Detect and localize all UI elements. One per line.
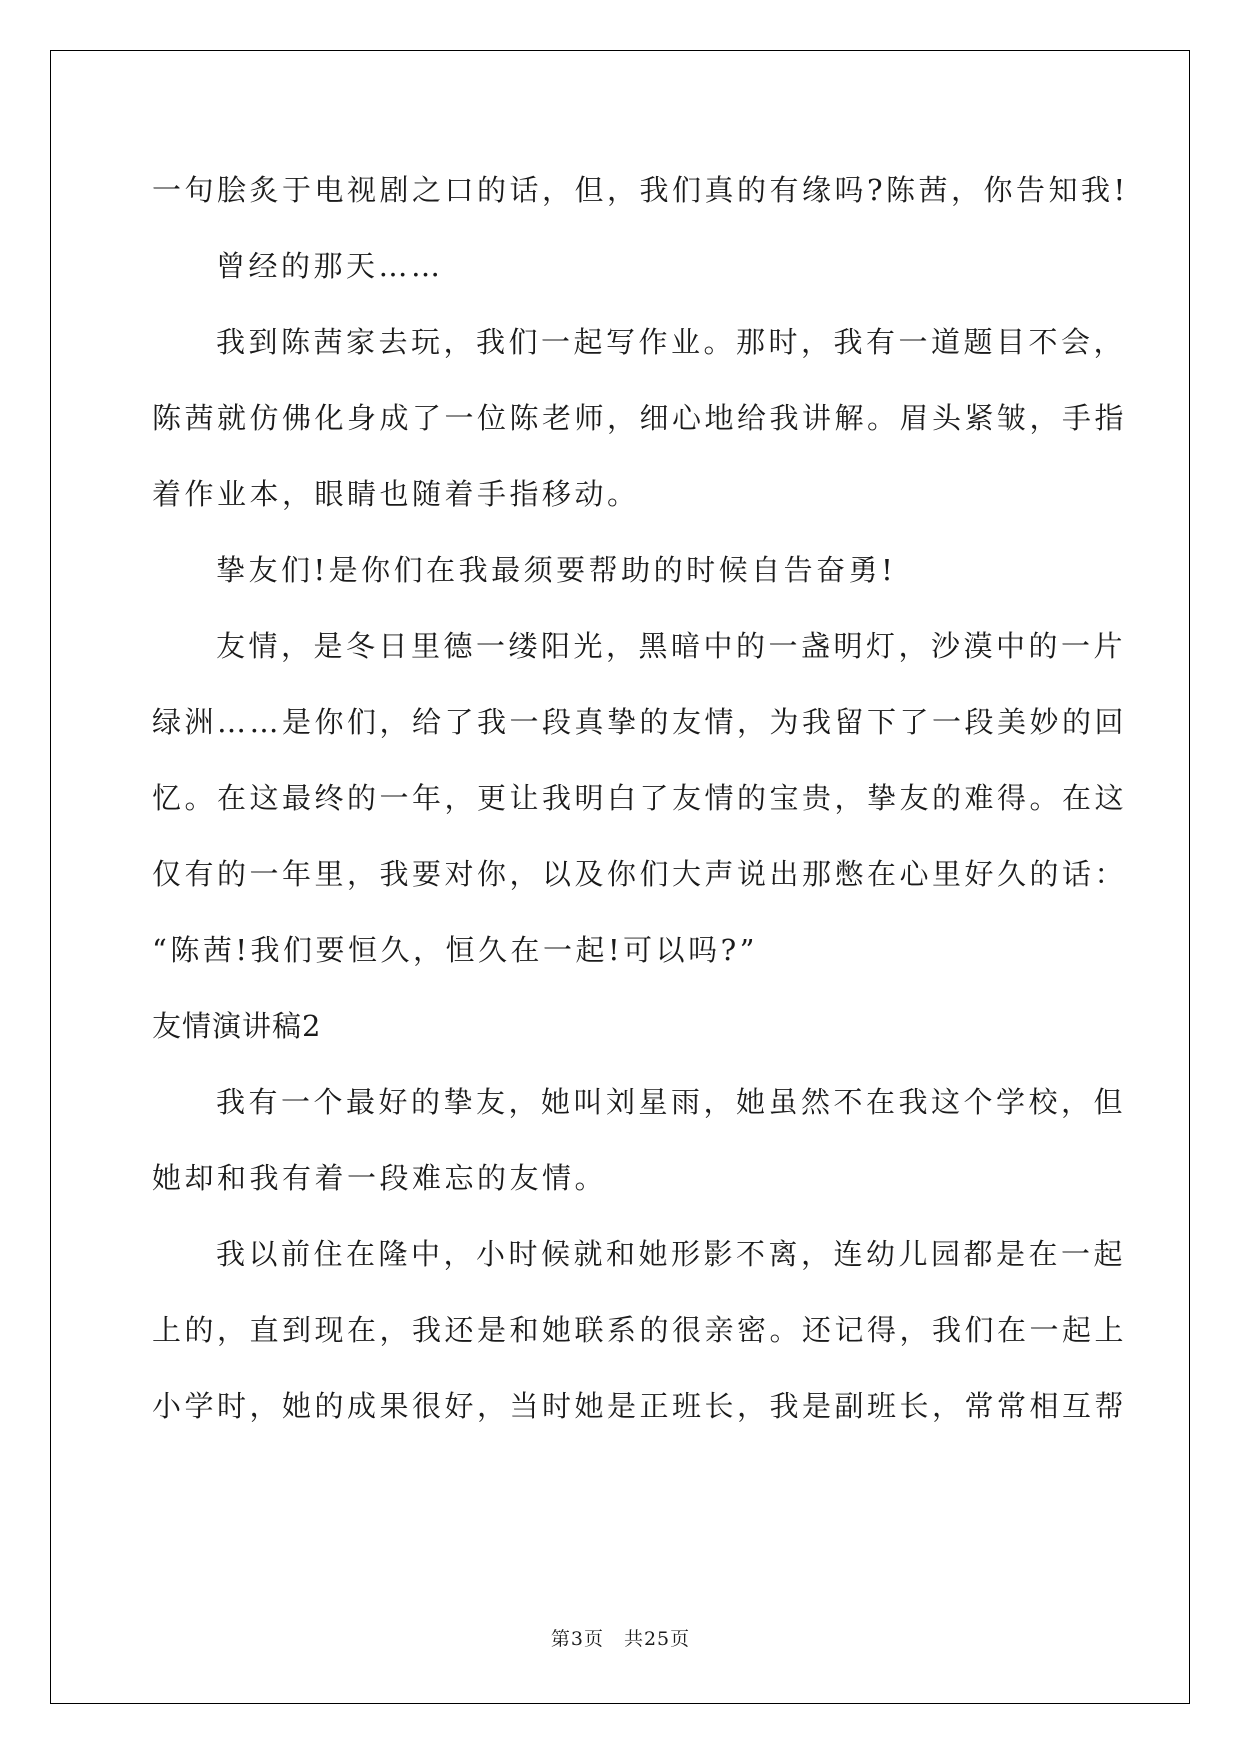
text-line: 上的，直到现在，我还是和她联系的很亲密。还记得，我们在一起上 xyxy=(152,1313,1128,1347)
text-line: 我有一个最好的挚友，她叫刘星雨，她虽然不在我这个学校，但 xyxy=(216,1085,1127,1119)
text-line: 陈茜就仿佛化身成了一位陈老师，细心地给我讲解。眉头紧皱，手指 xyxy=(152,401,1128,435)
text-line: 友情，是冬日里德一缕阳光，黑暗中的一盏明灯，沙漠中的一片 xyxy=(216,629,1127,663)
text-line: 忆。在这最终的一年，更让我明白了友情的宝贵，挚友的难得。在这 xyxy=(152,781,1128,815)
text-line: 小学时，她的成果很好，当时她是正班长，我是副班长，常常相互帮 xyxy=(152,1389,1128,1423)
text-line: 一句脍炙于电视剧之口的话，但，我们真的有缘吗?陈茜，你告知我! xyxy=(152,173,1129,207)
text-line: 曾经的那天…… xyxy=(216,249,444,283)
text-line: 着作业本，眼睛也随着手指移动。 xyxy=(152,477,640,511)
section-heading: 友情演讲稿2 xyxy=(152,1009,322,1043)
text-line: “陈茜!我们要恒久，恒久在一起!可以吗?” xyxy=(152,933,759,967)
text-line: 绿洲……是你们，给了我一段真挚的友情，为我留下了一段美妙的回 xyxy=(152,705,1128,739)
text-line: 她却和我有着一段难忘的友情。 xyxy=(152,1161,608,1195)
text-line: 仅有的一年里，我要对你，以及你们大声说出那憋在心里好久的话： xyxy=(152,857,1128,891)
text-line: 我到陈茜家去玩，我们一起写作业。那时，我有一道题目不会， xyxy=(216,325,1127,359)
text-line: 挚友们!是你们在我最须要帮助的时候自告奋勇! xyxy=(216,553,897,587)
text-line: 我以前住在隆中，小时候就和她形影不离，连幼儿园都是在一起 xyxy=(216,1237,1127,1271)
page-number-footer: 第3页 共25页 xyxy=(550,1628,691,1650)
